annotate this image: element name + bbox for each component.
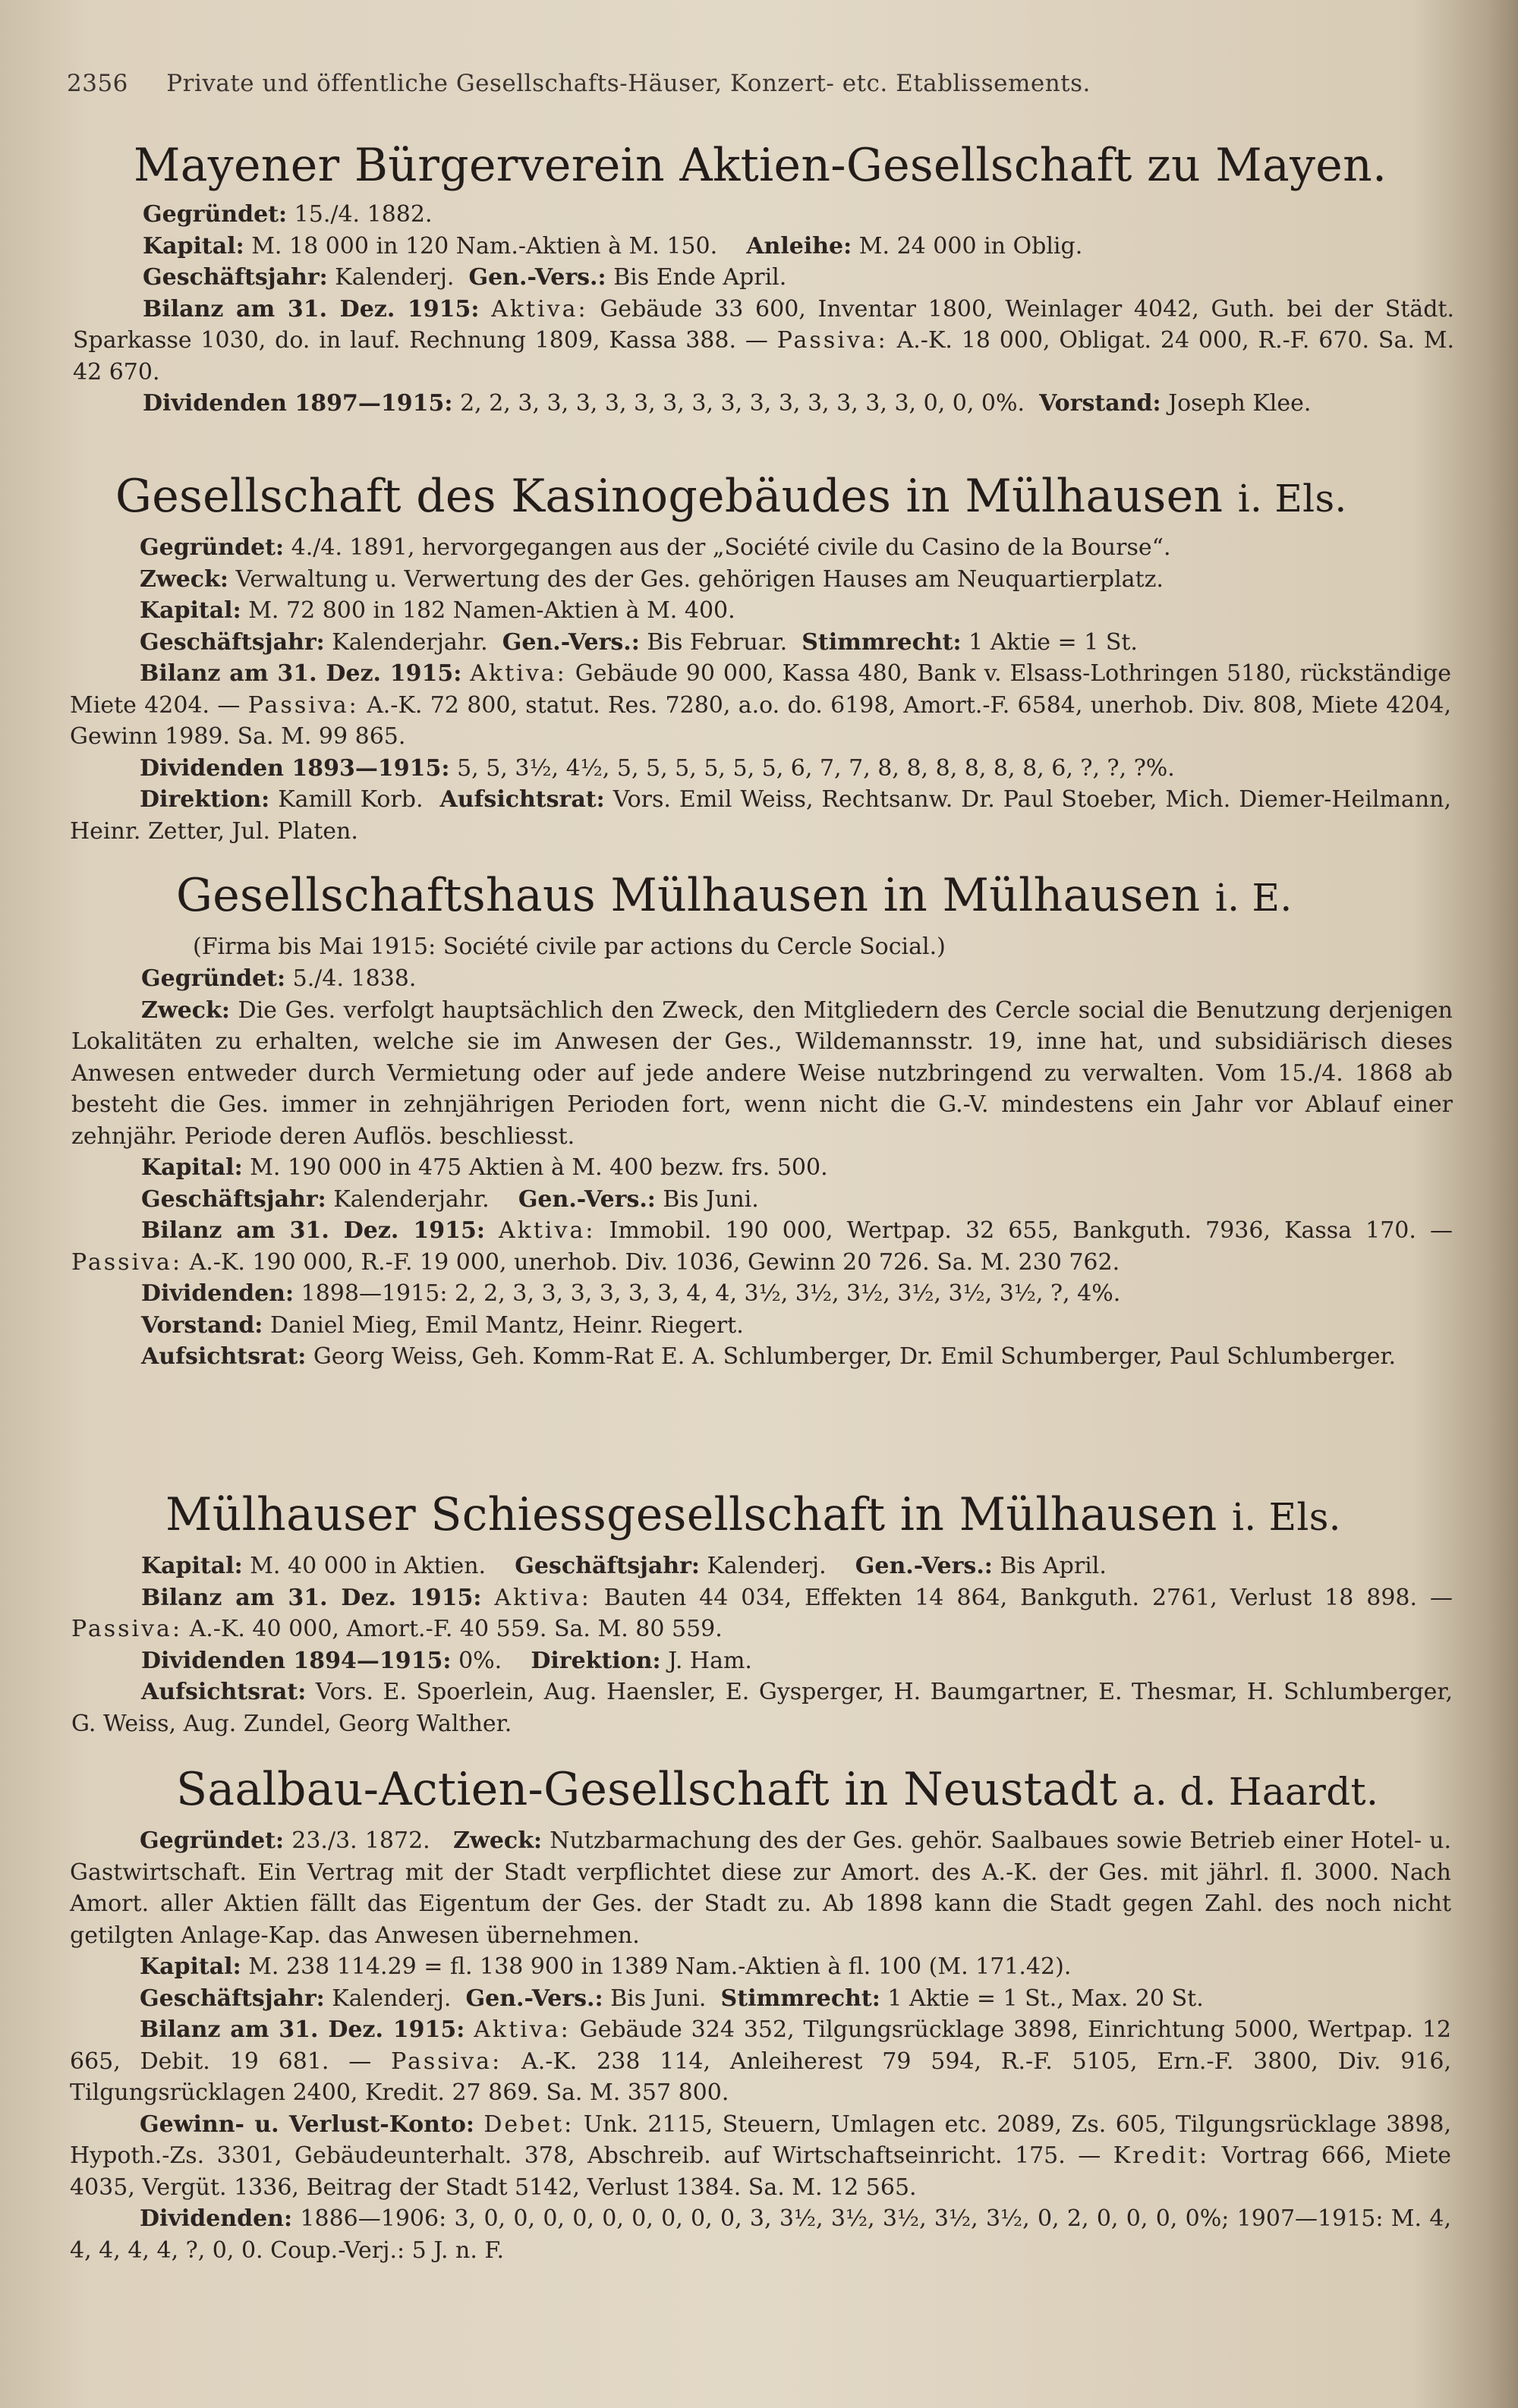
entry-title: Mülhauser Schiessgesellschaft in Mülhausen i. Els. <box>165 1488 1341 1541</box>
entry-line: Kapital: M. 190 000 in 475 Aktien à M. 400 bezw. frs. 500. <box>141 1154 828 1181</box>
entry-note: (Firma bis Mai 1915: Société civile par actions du Cercle Social.) <box>193 933 946 960</box>
entry-line: Gegründet: 5./4. 1838. <box>141 965 417 992</box>
entry-body <box>70 1825 1451 2266</box>
entry-body <box>73 199 1454 420</box>
entry-title: Mayener Bürgerverein Aktien-Gesellschaft zu Mayen. <box>134 139 1387 192</box>
entry-line: Aufsichtsrat: Georg Weiss, Geh. Komm-Rat E. A. Schlumberger, Dr. Emil Schumberger, Paul Schlumberger. <box>141 1343 1397 1370</box>
page-number: 2356 <box>67 70 128 97</box>
entry-line: Bilanz am 31. Dez. 1915: Aktiva: Gebäude 90 000, Kassa 480, Bank v. Elsass-Lothringen 5180, rückständige Miete 4204. — Passiva: A.-K. 72 800, statut. Res. 7280, a.o. do. 6198, Amort.-F. 6584, unerhob. Div. 808, Miete 4204, Gewinn 1989. Sa. M. 99 865. <box>70 660 1451 750</box>
entry-line: Direktion: Kamill Korb. Aufsichtsrat: Vors. Emil Weiss, Rechtsanw. Dr. Paul Stoeber, Mich. Diemer-Heilmann, Heinr. Zetter, Jul. Platen. <box>70 786 1451 845</box>
entry-body <box>71 963 1453 1373</box>
entry-title: Gesellschaft des Kasinogebäudes in Mülhausen i. Els. <box>115 470 1347 523</box>
entry-line: Bilanz am 31. Dez. 1915: Aktiva: Gebäude 33 600, Inventar 1800, Weinlager 4042, Guth. bei der Städt. Sparkasse 1030, do. in lauf. Rechnung 1809, Kassa 388. — Passiva: A.-K. 18 000, Obligat. 24 000, R.-F. 670. Sa. M. 42 670. <box>73 295 1454 386</box>
page-header <box>67 70 1479 115</box>
entry-line: Bilanz am 31. Dez. 1915: Aktiva: Gebäude 324 352, Tilgungsrücklage 3898, Einrichtung 5000, Wertpap. 12 665, Debit. 19 681. — Passiva: A.-K. 238 114, Anleiherest 79 594, R.-F. 5105, Ern.-F. 3800, Div. 916, Tilgungsrücklagen 2400, Kredit. 27 869. Sa. M. 357 800. <box>70 2016 1451 2106</box>
running-title: Private und öffentliche Gesellschafts-Häuser, Konzert- etc. Etablissements. <box>166 70 1091 97</box>
entry-line: Gegründet: 4./4. 1891, hervorgegangen aus der „Société civile du Casino de la Bourse“. <box>140 534 1171 561</box>
entry-body <box>71 1550 1453 1739</box>
entry-line: Dividenden 1894—1915: 0%. Direktion: J. Ham. <box>141 1647 752 1674</box>
entry-line: Vorstand: Daniel Mieg, Emil Mantz, Heinr. Riegert. <box>141 1311 744 1339</box>
entry-line: Kapital: M. 18 000 in 120 Nam.-Aktien à M. 150. Anleihe: M. 24 000 in Oblig. <box>143 232 1083 260</box>
entry-line: Gegründet: 23./3. 1872. Zweck: Nutzbarmachung des der Ges. gehör. Saalbaues sowie Betrieb einer Hotel- u. Gastwirtschaft. Ein Vertrag mit der Stadt verpflichtet diese zur Amort. des A.-K. der Ges. mit jährl. fl. 3000. Nach Amort. aller Aktien fällt das Eigentum der Ges. der Stadt zu. Ab 1898 kann die Stadt gegen Zahl. des noch nicht getilgten Anlage-Kap. das Anwesen übernehmen. <box>70 1827 1451 1949</box>
entry-title: Saalbau-Actien-Gesellschaft in Neustadt a. d. Haardt. <box>176 1763 1379 1816</box>
entry-line: Dividenden: 1898—1915: 2, 2, 3, 3, 3, 3, 3, 3, 4, 4, 3½, 3½, 3½, 3½, 3½, 3½, ?, 4%. <box>141 1280 1121 1307</box>
entry-saalbau-neustadt <box>70 1761 1451 2266</box>
entry-line: Aufsichtsrat: Vors. E. Spoerlein, Aug. Haensler, E. Gysperger, H. Baumgartner, E. Thesmar, H. Schlumberger, G. Weiss, Aug. Zundel, Georg Walther. <box>71 1679 1453 1737</box>
entry-title: Gesellschaftshaus Mülhausen in Mülhausen i. E. <box>176 869 1293 922</box>
entry-line: Zweck: Verwaltung u. Verwertung des der Ges. gehörigen Hauses am Neuquartierplatz. <box>140 565 1164 593</box>
entry-line: Zweck: Die Ges. verfolgt hauptsächlich den Zweck, den Mitgliedern des Cercle social die Benutzung derjenigen Lokalitäten zu erhalten, welche sie im Anwesen der Ges., Wildemannsstr. 19, inne hat, und subsidiärisch dieses Anwesen entweder durch Vermietung oder auf jede andere Weise nutzbringend zu verwalten. Vom 15./4. 1868 ab besteht die Ges. immer in zehnjährigen Perioden fort, wenn nicht die G.-V. mindestens ein Jahr vor Ablauf einer zehnjähr. Periode deren Auflös. beschliesst. <box>71 996 1453 1150</box>
entry-kasinogebaeude <box>70 467 1451 847</box>
entry-line: Dividenden 1897—1915: 2, 2, 3, 3, 3, 3, 3, 3, 3, 3, 3, 3, 3, 3, 3, 3, 0, 0, 0%. Vorstand: Joseph Klee. <box>143 390 1312 417</box>
entry-line: Geschäftsjahr: Kalenderjahr. Gen.-Vers.: Bis Juni. <box>141 1185 759 1213</box>
entry-line: Kapital: M. 72 800 in 182 Namen-Aktien à M. 400. <box>140 597 735 624</box>
entry-line: Geschäftsjahr: Kalenderjahr. Gen.-Vers.: Bis Februar. Stimmrecht: 1 Aktie = 1 St. <box>140 628 1138 656</box>
entry-line: Geschäftsjahr: Kalenderj. Gen.-Vers.: Bis Juni. Stimmrecht: 1 Aktie = 1 St., Max. 20 St. <box>140 1985 1204 2012</box>
entry-body <box>70 532 1451 847</box>
entry-line: Bilanz am 31. Dez. 1915: Aktiva: Bauten 44 034, Effekten 14 864, Bankguth. 2761, Verlust 18 898. — Passiva: A.-K. 40 000, Amort.-F. 40 559. Sa. M. 80 559. <box>71 1584 1453 1642</box>
entry-line: Kapital: M. 238 114.29 = fl. 138 900 in 1389 Nam.-Aktien à fl. 100 (M. 171.42). <box>140 1953 1072 1980</box>
entry-gesellschaftshaus-muelhausen <box>71 867 1453 1373</box>
entry-line: Kapital: M. 40 000 in Aktien. Geschäftsjahr: Kalenderj. Gen.-Vers.: Bis April. <box>141 1553 1107 1579</box>
entry-schiessgesellschaft <box>71 1486 1453 1739</box>
entry-line: Gewinn- u. Verlust-Konto: Debet: Unk. 2115, Steuern, Umlagen etc. 2089, Zs. 605, Tilgungsrücklage 3898, Hypoth.-Zs. 3301, Gebäudeunterhalt. 378, Abschreib. auf Wirtschaftseinricht. 175. — Kredit: Vortrag 666, Miete 4035, Vergüt. 1336, Beitrag der Stadt 5142, Verlust 1384. Sa. M. 12 565. <box>70 2111 1451 2201</box>
entry-line: Dividenden 1893—1915: 5, 5, 3½, 4½, 5, 5, 5, 5, 5, 5, 6, 7, 7, 8, 8, 8, 8, 8, 8, 6, ?, ?, ?%. <box>140 754 1175 782</box>
entry-mayener-buergerverein <box>73 137 1454 420</box>
entry-line: Bilanz am 31. Dez. 1915: Aktiva: Immobil. 190 000, Wertpap. 32 655, Bankguth. 7936, Kassa 170. — Passiva: A.-K. 190 000, R.-F. 19 000, unerhob. Div. 1036, Gewinn 20 726. Sa. M. 230 762. <box>71 1217 1453 1276</box>
entry-line: Gegründet: 15./4. 1882. <box>143 201 433 228</box>
entry-line: Geschäftsjahr: Kalenderj. Gen.-Vers.: Bis Ende April. <box>143 264 787 291</box>
entry-line: Dividenden: 1886—1906: 3, 0, 0, 0, 0, 0, 0, 0, 0, 0, 3, 3½, 3½, 3½, 3½, 3½, 0, 2, 0, 0, 0, 0%; 1907—1915: M. 4, 4, 4, 4, 4, ?, 0, 0. Coup.-Verj.: 5 J. n. F. <box>70 2205 1451 2264</box>
